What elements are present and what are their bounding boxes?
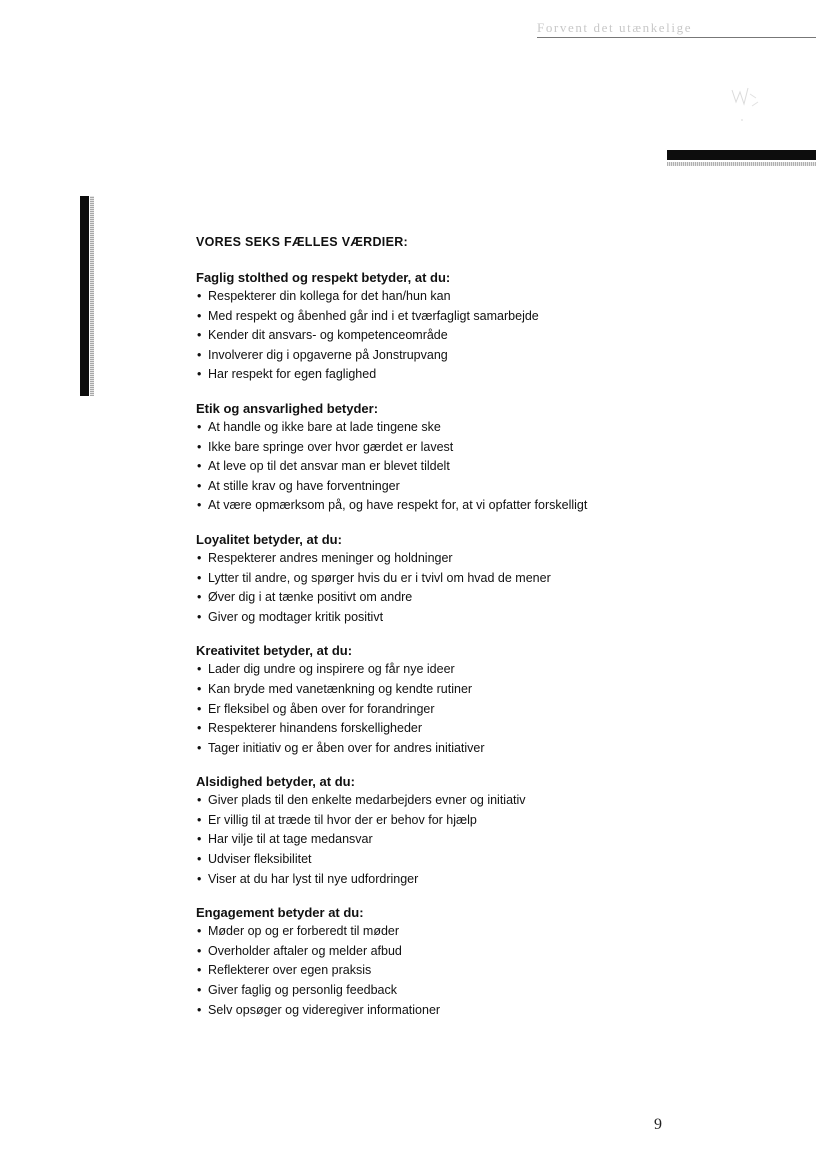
list-item — [196, 477, 646, 497]
bullet-icon: • — [197, 478, 202, 493]
list-item-text: Med respekt og åbenhed går ind i et tværfagligt samarbejde — [208, 308, 539, 323]
list-item-text: Respekterer din kollega for det han/hun kan — [208, 289, 451, 303]
bullet-icon: • — [197, 943, 202, 958]
list-item — [196, 496, 646, 516]
bullet-icon: • — [197, 983, 202, 998]
page-number: 9 — [654, 1116, 662, 1133]
bullet-list — [196, 287, 646, 385]
values-content — [196, 233, 646, 1034]
list-item — [196, 549, 646, 569]
section-alsidighed — [196, 772, 646, 889]
bullet-list — [196, 418, 646, 516]
list-item — [196, 791, 646, 811]
list-item — [196, 700, 646, 720]
list-item — [196, 365, 646, 385]
list-item-text: Øver dig i at tænke positivt om andre — [208, 590, 413, 605]
list-item-text: Er villig til at træde til hvor der er behov for hjælp — [208, 812, 477, 827]
list-item — [196, 830, 646, 850]
list-item — [196, 569, 646, 589]
list-item — [196, 346, 646, 366]
list-item-text: Lader dig undre og inspirere og får nye ideer — [208, 662, 455, 677]
list-item — [196, 438, 646, 458]
section-heading: Kreativitet betyder, at du: — [196, 643, 353, 659]
list-item-text: Er fleksibel og åben over for forandringer — [208, 701, 435, 716]
list-item-text: Overholder aftaler og melder afbud — [208, 943, 402, 958]
list-item — [196, 680, 646, 700]
list-item — [196, 307, 646, 327]
decorative-bar-right — [667, 150, 816, 160]
bullet-icon: • — [197, 871, 202, 886]
section-etik — [196, 399, 646, 516]
section-loyalitet — [196, 530, 646, 627]
page-title: VORES SEKS FÆLLES VÆRDIER: — [196, 235, 408, 249]
list-item-text: Kan bryde med vanetænkning og kendte rutiner — [208, 681, 473, 696]
list-item-text: Respekterer andres meninger og holdninger — [208, 550, 453, 565]
bullet-icon: • — [197, 701, 202, 716]
list-item — [196, 811, 646, 831]
bullet-icon: • — [197, 308, 202, 323]
header-rule — [537, 37, 816, 38]
list-item-text: At leve op til det ansvar man er blevet tildelt — [208, 459, 450, 474]
list-item-text: Lytter til andre, og spørger hvis du er i tvivl om hvad de mener — [208, 570, 551, 585]
list-item — [196, 981, 646, 1001]
section-faglig-stolthed — [196, 268, 646, 385]
bullet-list — [196, 660, 646, 758]
bullet-icon: • — [197, 609, 202, 624]
list-item — [196, 922, 646, 942]
bullet-icon: • — [197, 852, 202, 867]
bullet-icon: • — [197, 550, 202, 565]
list-item-text: Giver plads til den enkelte medarbejders evner og initiativ — [208, 793, 526, 808]
section-heading: Faglig stolthed og respekt betyder, at du: — [196, 270, 451, 285]
bullet-icon: • — [197, 347, 202, 362]
bullet-icon: • — [197, 289, 202, 303]
bullet-icon: • — [197, 793, 202, 808]
bullet-icon: • — [197, 740, 202, 755]
section-kreativitet — [196, 641, 646, 758]
list-item-text: Har respekt for egen faglighed — [208, 367, 377, 382]
list-item — [196, 287, 646, 307]
section-heading: Etik og ansvarlighed betyder: — [196, 400, 379, 416]
list-item — [196, 326, 646, 346]
section-heading: Engagement betyder at du: — [196, 905, 364, 921]
list-item-text: Ikke bare springe over hvor gærdet er lavest — [208, 439, 454, 454]
list-item — [196, 588, 646, 608]
decorative-bar-left-shade — [90, 196, 94, 396]
list-item — [196, 850, 646, 870]
decorative-bar-right-shade — [667, 162, 816, 166]
scan-mark-graphic — [728, 80, 764, 128]
bullet-icon: • — [197, 812, 202, 827]
list-item — [196, 660, 646, 680]
bullet-icon: • — [197, 590, 202, 605]
section-heading: Loyalitet betyder, at du: — [196, 531, 342, 547]
section-heading: Alsidighed betyder, at du: — [196, 774, 355, 790]
bullet-icon: • — [197, 662, 202, 677]
list-item-text: At stille krav og have forventninger — [208, 478, 400, 493]
list-item — [196, 961, 646, 981]
list-item — [196, 418, 646, 438]
running-header: Forvent det utænkelige — [537, 20, 693, 35]
bullet-icon: • — [197, 459, 202, 474]
bullet-list — [196, 791, 646, 889]
bullet-list — [196, 922, 646, 1020]
list-item — [196, 942, 646, 962]
bullet-icon: • — [197, 963, 202, 978]
list-item-text: At handle og ikke bare at lade tingene ske — [208, 419, 441, 434]
bullet-list — [196, 549, 646, 627]
bullet-icon: • — [197, 832, 202, 847]
section-engagement — [196, 903, 646, 1020]
bullet-icon: • — [197, 328, 202, 343]
list-item-text: Involverer dig i opgaverne på Jonstrupvang — [208, 347, 448, 362]
decorative-bar-left — [80, 196, 89, 396]
list-item-text: Giver faglig og personlig feedback — [208, 983, 398, 998]
bullet-icon: • — [197, 721, 202, 736]
list-item-text: Viser at du har lyst til nye udfordringer — [208, 871, 419, 886]
list-item-text: Reflekterer over egen praksis — [208, 963, 372, 978]
list-item-text: Selv opsøger og videregiver informationer — [208, 1002, 441, 1017]
list-item-text: Har vilje til at tage medansvar — [208, 832, 373, 847]
list-item-text: Kender dit ansvars- og kompetenceområde — [208, 328, 448, 343]
bullet-icon: • — [197, 367, 202, 382]
bullet-icon: • — [197, 924, 202, 939]
list-item — [196, 870, 646, 890]
list-item — [196, 739, 646, 759]
bullet-icon: • — [197, 419, 202, 434]
bullet-icon: • — [197, 681, 202, 696]
bullet-icon: • — [197, 498, 202, 513]
list-item-text: Udviser fleksibilitet — [208, 852, 312, 867]
list-item-text: Møder op og er forberedt til møder — [208, 924, 400, 939]
bullet-icon: • — [197, 570, 202, 585]
list-item — [196, 1001, 646, 1021]
bullet-icon: • — [197, 439, 202, 454]
list-item — [196, 457, 646, 477]
list-item — [196, 719, 646, 739]
list-item — [196, 608, 646, 628]
list-item-text: Tager initiativ og er åben over for andres initiativer — [208, 740, 485, 755]
list-item-text: At være opmærksom på, og have respekt for, at vi opfatter forskelligt — [208, 498, 588, 513]
bullet-icon: • — [197, 1002, 202, 1017]
list-item-text: Giver og modtager kritik positivt — [208, 609, 384, 624]
list-item-text: Respekterer hinandens forskelligheder — [208, 721, 423, 736]
